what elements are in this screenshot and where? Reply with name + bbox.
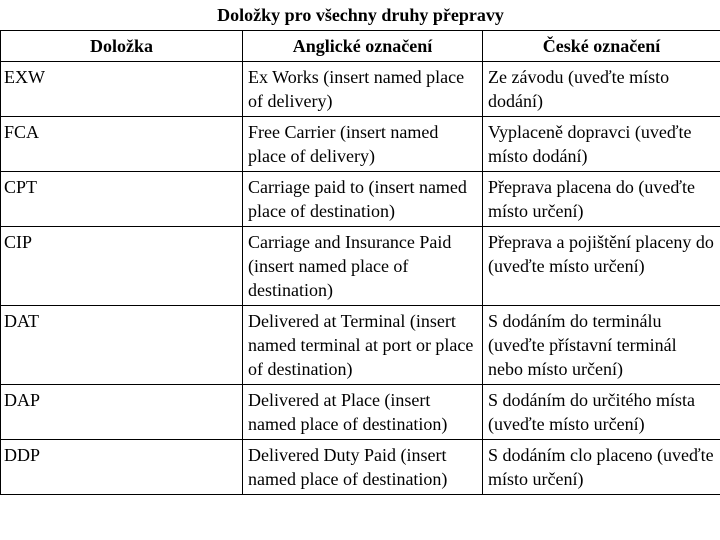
row-czech: Vyplaceně dopravci (uveďte místo dodání): [483, 117, 720, 172]
row-code: DDP: [1, 440, 243, 495]
row-czech: S dodáním do terminálu (uveďte přístavní terminál nebo místo určení): [483, 306, 720, 385]
row-code: CIP: [1, 227, 243, 306]
table-row: [1, 227, 720, 306]
row-code: CPT: [1, 172, 243, 227]
row-code: DAP: [1, 385, 243, 440]
table-header-row: [1, 31, 720, 62]
table-row: [1, 117, 720, 172]
row-english: Ex Works (insert named place of delivery): [243, 62, 483, 117]
row-czech: Přeprava placena do (uveďte místo určení): [483, 172, 720, 227]
row-english: Delivered Duty Paid (insert named place of destination): [243, 440, 483, 495]
row-code: FCA: [1, 117, 243, 172]
table-row: [1, 306, 720, 385]
row-english: Carriage and Insurance Paid (insert named place of destination): [243, 227, 483, 306]
table-row: [1, 62, 720, 117]
row-czech: S dodáním clo placeno (uveďte místo určení): [483, 440, 720, 495]
row-czech: Ze závodu (uveďte místo dodání): [483, 62, 720, 117]
header-english: Anglické označení: [243, 31, 483, 62]
row-czech: Přeprava a pojištění placeny do (uveďte místo určení): [483, 227, 720, 306]
table-title: Doložky pro všechny druhy přepravy: [1, 0, 720, 31]
row-code: EXW: [1, 62, 243, 117]
row-czech: S dodáním do určitého místa (uveďte místo určení): [483, 385, 720, 440]
table-row: [1, 172, 720, 227]
table-title-row: [1, 0, 720, 31]
row-english: Free Carrier (insert named place of delivery): [243, 117, 483, 172]
table-row: [1, 440, 720, 495]
table-row: [1, 385, 720, 440]
header-czech: České označení: [483, 31, 720, 62]
row-english: Delivered at Place (insert named place of destination): [243, 385, 483, 440]
row-english: Carriage paid to (insert named place of destination): [243, 172, 483, 227]
row-english: Delivered at Terminal (insert named terminal at port or place of destination): [243, 306, 483, 385]
row-code: DAT: [1, 306, 243, 385]
header-clause: Doložka: [1, 31, 243, 62]
